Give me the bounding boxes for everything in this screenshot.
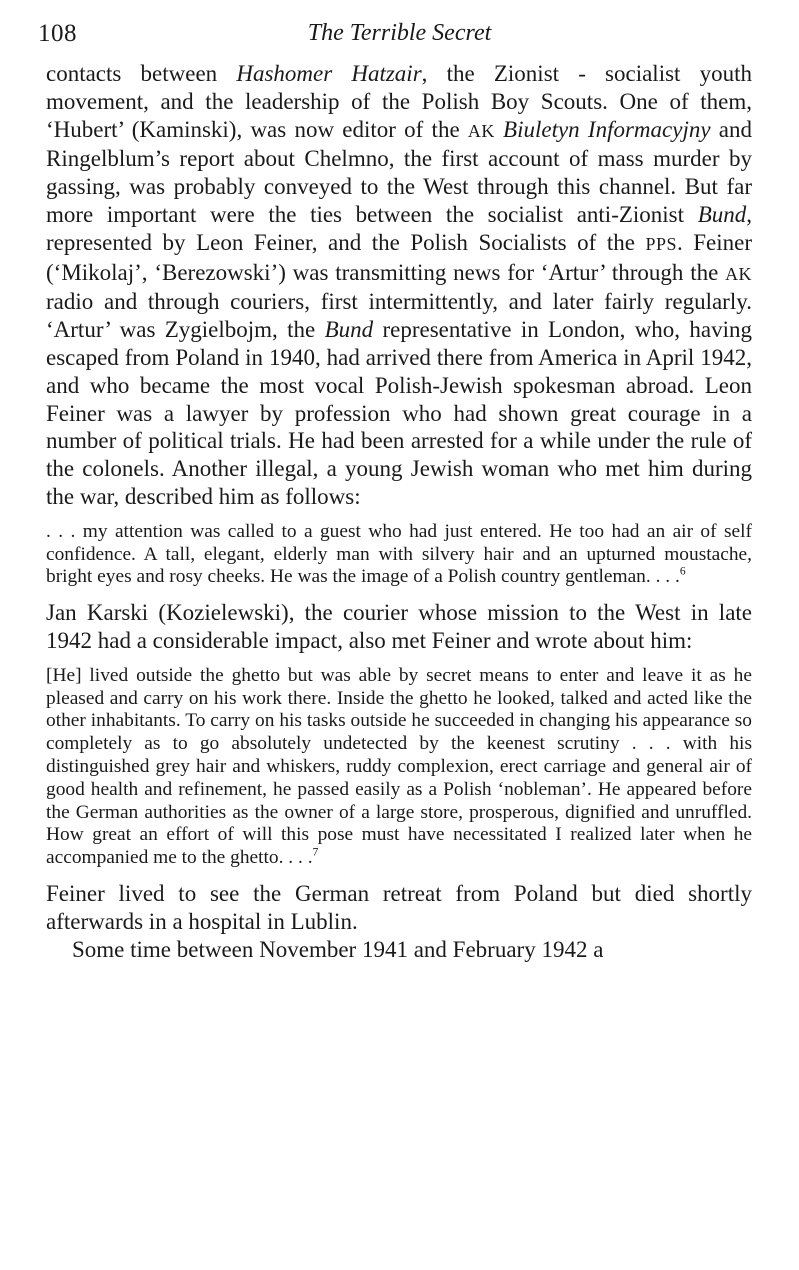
block-quote-1 <box>46 521 752 589</box>
running-title: The Terrible Secret <box>307 20 492 46</box>
italic-term: Bund <box>324 317 374 343</box>
text-run: . Feiner (‘Mikolaj’, ‘Berezowski’) was transmitting news for ‘Artur’ through the <box>46 229 752 285</box>
text-block <box>46 60 752 963</box>
footnote-marker: 7 <box>312 845 319 859</box>
abbreviation: AK <box>467 120 495 141</box>
italic-term: Biuletyn Informacyjny <box>503 116 711 142</box>
text-run: , represented by Leon Feiner, and the Polish Socialists of the <box>46 201 752 255</box>
text-run: , the Zionist - socialist youth movement, and the leadership of the Polish Boy Scouts. One of them, ‘Hubert’ (Kaminski), was now editor of the <box>46 61 753 142</box>
page-number: 108 <box>38 20 77 47</box>
quote-text: . . . my attention was called to a guest who had just entered. He too had an air of self confidence. A tall, elegant, elderly man with silvery hair and an upturned moustache, bright eyes and rosy cheeks. He was the image of a Polish country gentleman. . . . <box>46 520 752 588</box>
footnote-marker: 6 <box>679 564 686 578</box>
text-run: contacts between <box>46 61 237 86</box>
paragraph-1 <box>46 60 752 511</box>
paragraph-4: Some time between November 1941 and February 1942 a <box>72 936 604 962</box>
paragraph-2: Jan Karski (Kozielewski), the courier whose mission to the West in late 1942 had a considerable impact, also met Feiner and wrote about him: <box>46 600 752 653</box>
italic-term: Hashomer Hatzair <box>236 61 422 86</box>
text-run: radio and through couriers, first intermittently, and later fairly regularly. ‘Artur’ was Zygielbojm, the <box>46 289 752 343</box>
block-quote-2 <box>46 665 752 870</box>
text-run: representative in London, who, having escaped from Poland in 1940, had arrived there from America in April 1942, and who became the most vocal Polish-Jewish spokesman abroad. Leon Feiner was a lawyer by profession who had shown great courage in a number of political trials. He had been arrested for a while under the rule of the colonels. Another illegal, a young Jewish woman who met him during the war, described him as follows: <box>46 317 752 509</box>
quote-text: [He] lived outside the ghetto but was able by secret means to enter and leave it as he pleased and carry on his work there. Inside the ghetto he looked, talked and acted like the other inhabitants. To carry on his tasks outside he succeeded in changing his appearance so completely as to go absolutely undetected by the keenest scrutiny . . . with his distinguished grey hair and whiskers, ruddy complexion, erect carriage and general air of good health and refinement, he passed easily as a Polish ‘nobleman’. He appeared before the German authorities as the owner of a large store, prosperous, dignified and unruffled. How great an effort of will this pose must have necessitated I realized later when he accompanied me to the ghetto. . . . <box>46 664 752 869</box>
running-head <box>0 20 799 54</box>
abbreviation: PPS <box>645 233 677 254</box>
text-run: and Ringelblum’s report about Chelmno, the first account of mass murder by gassing, was probably conveyed to the West through this channel. But far more important were the ties between the socialist anti-Zionist <box>46 116 752 227</box>
abbreviation: AK <box>725 263 752 284</box>
paragraph-3: Feiner lived to see the German retreat from Poland but died shortly afterwards in a hospital in Lublin. <box>46 880 752 934</box>
italic-term: Bund <box>697 201 747 227</box>
